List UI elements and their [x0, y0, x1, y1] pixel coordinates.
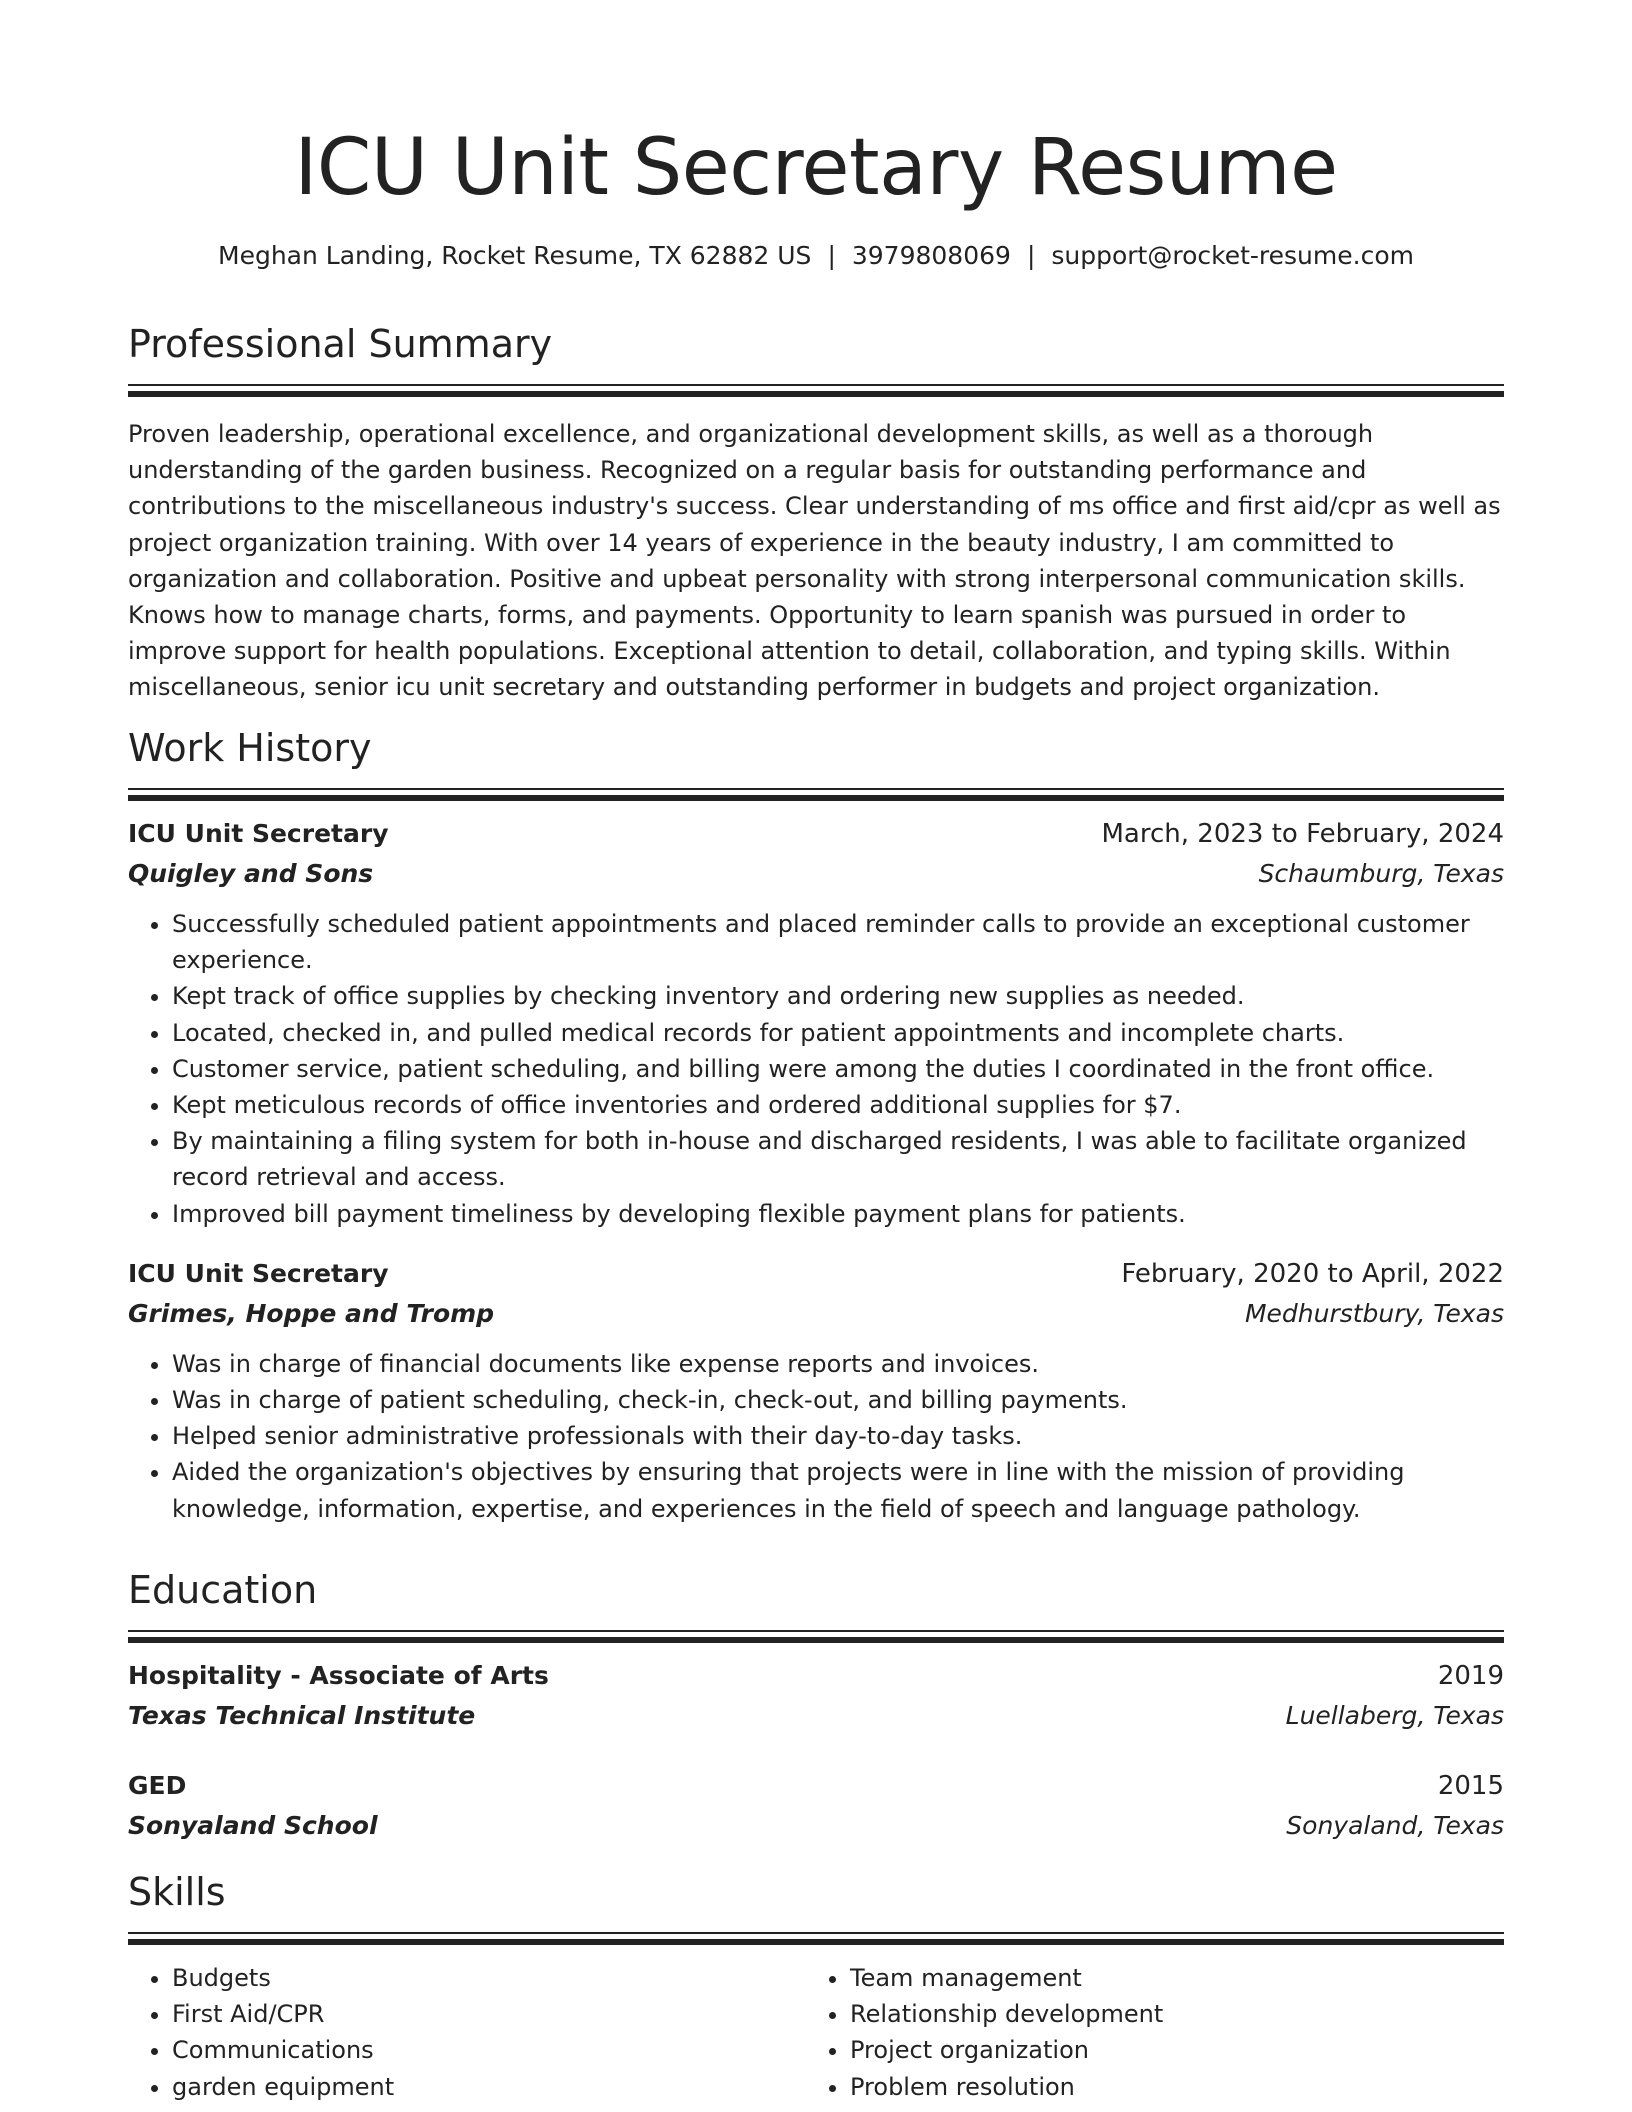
list-item: • Relationship development	[850, 1996, 1484, 2032]
list-item: • Project organization	[850, 2032, 1484, 2068]
section-heading-skills: Skills	[128, 1870, 226, 1914]
job-dates: February, 2020 to April, 2022	[1121, 1258, 1504, 1289]
job-entry	[128, 1254, 1504, 1527]
list-item: • Kept meticulous records of office inventories and ordered additional supplies for $7.	[172, 1087, 1504, 1123]
job-header-row	[128, 814, 1504, 854]
email-text: support@rocket-resume.com	[1051, 241, 1414, 270]
list-item: • Was in charge of patient scheduling, check-in, check-out, and billing payments.	[172, 1382, 1504, 1418]
list-item: • Problem resolution	[850, 2069, 1484, 2105]
job-company: Quigley and Sons	[128, 859, 374, 888]
section-heading-work: Work History	[128, 726, 372, 770]
list-item: • First Aid/CPR	[172, 1996, 806, 2032]
section-divider	[128, 384, 1504, 398]
job-bullets	[128, 1346, 1504, 1527]
contact-separator: |	[1026, 241, 1036, 270]
job-location: Schaumburg, Texas	[1258, 859, 1504, 888]
list-item: • Kept track of office supplies by checking inventory and ordering new supplies as needed.	[172, 978, 1504, 1014]
list-item: • Was in charge of financial documents like expense reports and invoices.	[172, 1346, 1504, 1382]
skills-list-right	[806, 1960, 1484, 2105]
list-item: • Improved bill payment timeliness by developing flexible payment plans for patients.	[172, 1196, 1504, 1232]
education-degree: GED	[128, 1771, 187, 1800]
job-header-row	[128, 1254, 1504, 1294]
contact-separator: |	[827, 241, 836, 270]
education-school: Sonyaland School	[128, 1811, 378, 1840]
contact-line	[128, 238, 1504, 274]
page-title: ICU Unit Secretary Resume	[294, 123, 1338, 213]
list-item: • Located, checked in, and pulled medical records for patient appointments and incomplete charts.	[172, 1015, 1504, 1051]
education-degree: Hospitality - Associate of Arts	[128, 1661, 549, 1690]
job-location: Medhurstbury, Texas	[1244, 1298, 1504, 1328]
education-school-row	[128, 1806, 1504, 1846]
skills-section	[128, 1866, 1504, 2105]
job-company-row	[128, 1294, 1504, 1334]
work-history-section	[128, 722, 1504, 1527]
job-entry	[128, 814, 1504, 1232]
education-entry	[128, 1656, 1504, 1736]
list-item: • Successfully scheduled patient appointments and placed reminder calls to provide an exceptional customer experience.	[172, 906, 1504, 978]
phone-text: 3979808069	[851, 241, 1011, 270]
education-header-row	[128, 1766, 1504, 1806]
section-heading-summary: Professional Summary	[128, 322, 553, 366]
education-header-row	[128, 1656, 1504, 1696]
skills-grid	[128, 1960, 1504, 2105]
address-text: Meghan Landing, Rocket Resume, TX 62882 US	[218, 241, 812, 270]
education-location: Luellaberg, Texas	[1285, 1701, 1504, 1730]
education-section	[128, 1564, 1504, 1846]
education-entry	[128, 1766, 1504, 1846]
section-divider	[128, 788, 1504, 802]
education-year: 2019	[1437, 1661, 1504, 1691]
section-heading-education: Education	[128, 1568, 318, 1612]
job-title: ICU Unit Secretary	[128, 1258, 389, 1288]
list-item: • Aided the organization's objectives by ensuring that projects were in line with the mission of providing knowledge, information, expertise, and experiences in the field of speech and language pathology.	[172, 1454, 1504, 1526]
list-item: • Budgets	[172, 1960, 806, 1996]
list-item: • garden equipment	[172, 2069, 806, 2105]
summary-text: Proven leadership, operational excellence, and organizational development skills, as well as a thorough understanding of the garden business. Recognized on a regular basis for outstanding performance and contributions to the miscellaneous industry's success. Clear understanding of ms office and first aid/cpr as well as project organization training. With over 14 years of experience in the beauty industry, I am committed to organization and collaboration. Positive and upbeat personality with strong interpersonal communication skills. Knows how to manage charts, forms, and payments. Opportunity to learn spanish was pursued in order to improve support for health populations. Exceptional attention to detail, collaboration, and typing skills. Within miscellaneous, senior icu unit secretary and outstanding performer in budgets and project organization.	[128, 420, 1501, 702]
job-company-row	[128, 854, 1504, 894]
education-school: Texas Technical Institute	[128, 1701, 476, 1730]
list-item: • Communications	[172, 2032, 806, 2068]
summary-section	[128, 318, 1504, 706]
list-item: • Helped senior administrative professionals with their day-to-day tasks.	[172, 1418, 1504, 1454]
list-item: • Team management	[850, 1960, 1484, 1996]
section-divider	[128, 1932, 1504, 1946]
skills-list-left	[128, 1960, 806, 2105]
section-divider	[128, 1630, 1504, 1644]
job-dates: March, 2023 to February, 2024	[1101, 819, 1504, 849]
list-item: • By maintaining a filing system for both in-house and discharged residents, I was able to facilitate organized record retrieval and access.	[172, 1123, 1504, 1195]
education-location: Sonyaland, Texas	[1286, 1811, 1504, 1840]
job-title: ICU Unit Secretary	[128, 819, 389, 848]
job-company: Grimes, Hoppe and Tromp	[128, 1298, 495, 1328]
education-year: 2015	[1437, 1771, 1504, 1801]
education-school-row	[128, 1696, 1504, 1736]
job-bullets	[128, 906, 1504, 1232]
list-item: • Customer service, patient scheduling, and billing were among the duties I coordinated in the front office.	[172, 1051, 1504, 1087]
